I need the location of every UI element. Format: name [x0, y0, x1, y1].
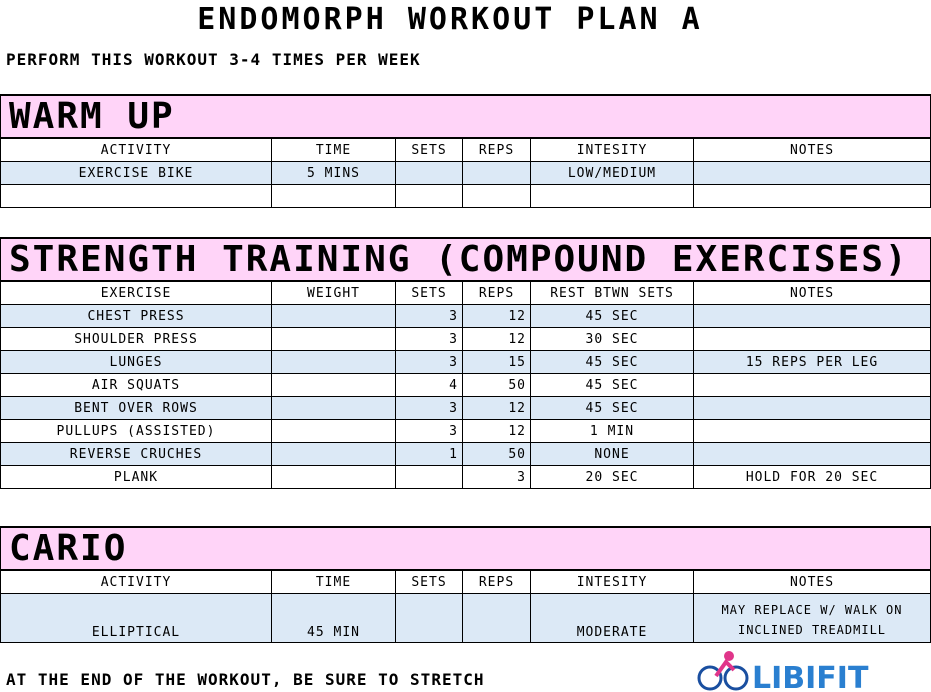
- reps-cell[interactable]: 50: [463, 374, 531, 397]
- cardio-heading: CARIO: [1, 527, 931, 570]
- reps-cell[interactable]: 12: [463, 305, 531, 328]
- column-header: EXERCISE: [1, 281, 272, 305]
- notes-cell[interactable]: MAY REPLACE W/ WALK ON INCLINED TREADMILL: [694, 594, 931, 643]
- exercise-cell[interactable]: PLANK: [1, 466, 272, 489]
- column-header: REPS: [463, 570, 531, 594]
- table-row: [1, 305, 931, 328]
- warmup-heading: WARM UP: [1, 95, 931, 138]
- table-row: [1, 420, 931, 443]
- reps-cell[interactable]: 12: [463, 397, 531, 420]
- sets-cell[interactable]: [396, 466, 463, 489]
- exercise-cell[interactable]: LUNGES: [1, 351, 272, 374]
- table-row: [1, 162, 931, 185]
- footer-note: AT THE END OF THE WORKOUT, BE SURE TO STRETCH: [6, 670, 485, 689]
- exercise-cell[interactable]: SHOULDER PRESS: [1, 328, 272, 351]
- weight-cell[interactable]: [272, 328, 396, 351]
- weight-cell[interactable]: [272, 443, 396, 466]
- column-header: NOTES: [694, 281, 931, 305]
- cardio-section: [0, 526, 903, 643]
- notes-cell[interactable]: [694, 328, 931, 351]
- page-subtitle: PERFORM THIS WORKOUT 3-4 TIMES PER WEEK: [6, 50, 421, 69]
- rest-cell[interactable]: 45 SEC: [531, 351, 694, 374]
- weight-cell[interactable]: [272, 351, 396, 374]
- column-header: REPS: [463, 281, 531, 305]
- activity-cell[interactable]: ELLIPTICAL: [1, 594, 272, 643]
- sets-cell[interactable]: 3: [396, 351, 463, 374]
- weight-cell[interactable]: [272, 466, 396, 489]
- weight-cell[interactable]: [272, 305, 396, 328]
- notes-cell[interactable]: [694, 305, 931, 328]
- exercise-cell[interactable]: PULLUPS (ASSISTED): [1, 420, 272, 443]
- cyclist-logo-icon: [696, 648, 869, 692]
- column-header: ACTIVITY: [1, 138, 272, 162]
- column-header: SETS: [396, 570, 463, 594]
- sets-cell[interactable]: [396, 162, 463, 185]
- column-header: NOTES: [694, 138, 931, 162]
- rest-cell[interactable]: 20 SEC: [531, 466, 694, 489]
- exercise-cell[interactable]: BENT OVER ROWS: [1, 397, 272, 420]
- table-row: [1, 185, 931, 208]
- notes-cell[interactable]: [694, 397, 931, 420]
- notes-cell[interactable]: [694, 420, 931, 443]
- strength-section: [0, 237, 909, 489]
- notes-cell[interactable]: [694, 162, 931, 185]
- table-row: [1, 594, 931, 643]
- time-cell[interactable]: 45 MIN: [272, 594, 396, 643]
- exercise-cell[interactable]: REVERSE CRUCHES: [1, 443, 272, 466]
- rest-cell[interactable]: 45 SEC: [531, 305, 694, 328]
- reps-cell[interactable]: 3: [463, 466, 531, 489]
- activity-cell[interactable]: EXERCISE BIKE: [1, 162, 272, 185]
- reps-cell[interactable]: [463, 594, 531, 643]
- exercise-cell[interactable]: AIR SQUATS: [1, 374, 272, 397]
- weight-cell[interactable]: [272, 420, 396, 443]
- intensity-cell[interactable]: [531, 185, 694, 208]
- weight-cell[interactable]: [272, 374, 396, 397]
- column-header: TIME: [272, 138, 396, 162]
- column-header: TIME: [272, 570, 396, 594]
- strength-heading: STRENGTH TRAINING (COMPOUND EXERCISES): [1, 238, 931, 281]
- sets-cell[interactable]: 1: [396, 443, 463, 466]
- table-row: [1, 374, 931, 397]
- sets-cell[interactable]: 3: [396, 328, 463, 351]
- strength-table: [0, 237, 931, 489]
- reps-cell[interactable]: 15: [463, 351, 531, 374]
- column-header: NOTES: [694, 570, 931, 594]
- intensity-cell[interactable]: MODERATE: [531, 594, 694, 643]
- time-cell[interactable]: [272, 185, 396, 208]
- sets-cell[interactable]: [396, 185, 463, 208]
- cardio-table: [0, 526, 931, 643]
- weight-cell[interactable]: [272, 397, 396, 420]
- column-header: WEIGHT: [272, 281, 396, 305]
- warmup-column-headers: [1, 138, 931, 162]
- reps-cell[interactable]: [463, 162, 531, 185]
- table-row: [1, 397, 931, 420]
- logo-text: LibiFit: [752, 661, 869, 692]
- sets-cell[interactable]: [396, 594, 463, 643]
- time-cell[interactable]: 5 MINS: [272, 162, 396, 185]
- notes-cell[interactable]: 15 REPS PER LEG: [694, 351, 931, 374]
- page-title: ENDOMORPH WORKOUT PLAN A: [197, 2, 703, 37]
- rest-cell[interactable]: 45 SEC: [531, 374, 694, 397]
- rest-cell[interactable]: NONE: [531, 443, 694, 466]
- warmup-table: [0, 94, 931, 208]
- notes-cell[interactable]: [694, 185, 931, 208]
- reps-cell[interactable]: [463, 185, 531, 208]
- column-header: INTESITY: [531, 570, 694, 594]
- exercise-cell[interactable]: CHEST PRESS: [1, 305, 272, 328]
- column-header: SETS: [396, 138, 463, 162]
- intensity-cell[interactable]: LOW/MEDIUM: [531, 162, 694, 185]
- sets-cell[interactable]: 4: [396, 374, 463, 397]
- rest-cell[interactable]: 30 SEC: [531, 328, 694, 351]
- column-header: SETS: [396, 281, 463, 305]
- warmup-section: [0, 94, 851, 208]
- table-row: [1, 466, 931, 489]
- column-header: INTESITY: [531, 138, 694, 162]
- reps-cell[interactable]: 50: [463, 443, 531, 466]
- cardio-column-headers: [1, 570, 931, 594]
- brand-logo: [696, 648, 869, 692]
- activity-cell[interactable]: [1, 185, 272, 208]
- sets-cell[interactable]: 3: [396, 305, 463, 328]
- column-header: ACTIVITY: [1, 570, 272, 594]
- notes-cell[interactable]: [694, 374, 931, 397]
- table-row: [1, 443, 931, 466]
- reps-cell[interactable]: 12: [463, 420, 531, 443]
- rest-cell[interactable]: 1 MIN: [531, 420, 694, 443]
- sets-cell[interactable]: 3: [396, 397, 463, 420]
- reps-cell[interactable]: 12: [463, 328, 531, 351]
- sets-cell[interactable]: 3: [396, 420, 463, 443]
- table-row: [1, 328, 931, 351]
- notes-cell[interactable]: [694, 443, 931, 466]
- notes-cell[interactable]: HOLD FOR 20 SEC: [694, 466, 931, 489]
- table-row: [1, 351, 931, 374]
- rest-cell[interactable]: 45 SEC: [531, 397, 694, 420]
- column-header: REPS: [463, 138, 531, 162]
- strength-column-headers: [1, 281, 931, 305]
- column-header: REST BTWN SETS: [531, 281, 694, 305]
